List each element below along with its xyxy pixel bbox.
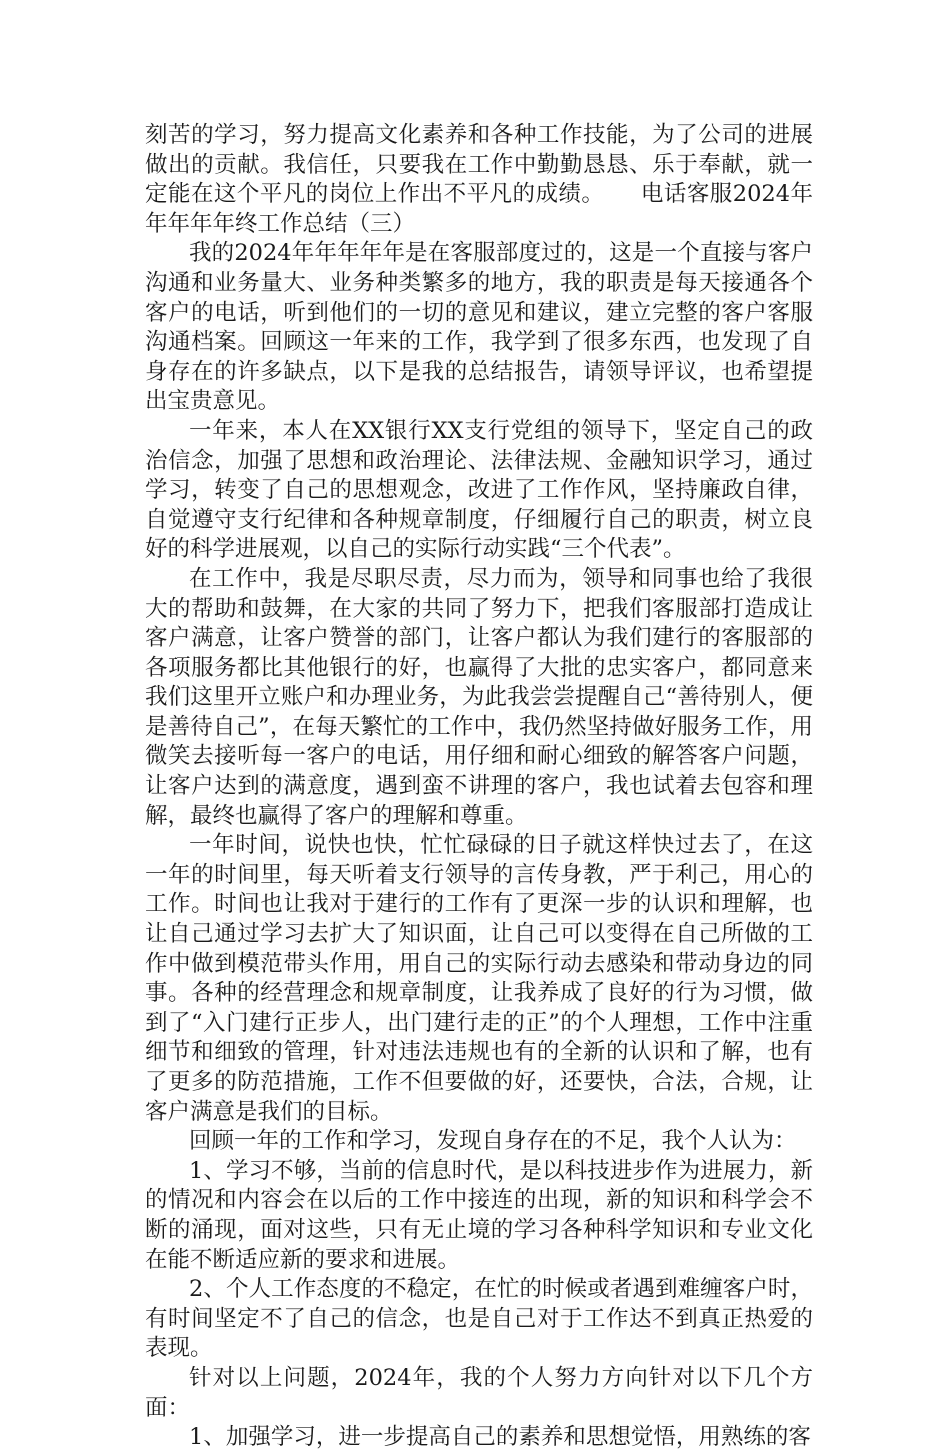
paragraph: 一年时间，说快也快，忙忙碌碌的日子就这样快过去了，在这一年的时间里，每天听着支行领导的言传身教，严于利己，用心的工作。时间也让我对于建行的工作有了更深一步的认识和理解，也让自己通过学习去扩大了知识面，让自己可以变得在自己所做的工作中做到模范带头作用，用自己的实际行动去感染和带动身边的同事。各种的经营理念和规章制度，让我养成了良好的行为习惯，做到了“入门建行正步人，出门建行走的正”的个人理想，工作中注重细节和细致的管理，针对违法违规也有的全新的认识和了解，也有了更多的防范措施，工作不但要做的好，还要快，合法，合规，让客户满意是我们的目标。 — [145, 832, 813, 1125]
list-item-paragraph: 1、加强学习，进一步提高自己的素养和思想觉悟，用熟练的客 — [189, 1424, 811, 1451]
paragraph: 回顾一年的工作和学习，发现自身存在的不足，我个人认为： — [189, 1128, 797, 1155]
section-title: 电话客服2024年年年年年终工作总结（三） — [145, 181, 813, 237]
paragraph: 我的2024年年年年年是在客服部度过的，这是一个直接与客户沟通和业务量大、业务种类繁多的地方，我的职责是每天接通各个客户的电话，听到他们的一切的意见和建议，建立完整的客户客服沟通档案。回顾这一年来的工作，我学到了很多东西，也发现了自身存在的许多缺点，以下是我的总结报告，请领导评议，也希望提出宝贵意见。 — [145, 240, 813, 415]
paragraph: 在工作中，我是尽职尽责，尽力而为，领导和同事也给了我很大的帮助和鼓舞，在大家的共同了努力下，把我们客服部打造成让客户满意，让客户赞誉的部门，让客户都认为我们建行的客服部的各项服务都比其他银行的好，也赢得了大批的忠实客户，都同意来我们这里开立账户和办理业务，为此我尝尝提醒自己“善待别人，便是善待自己”，在每天繁忙的工作中，我仍然坚持做好服务工作，用微笑去接听每一客户的电话，用仔细和耐心细致的解答客户问题，让客户达到的满意度，遇到蛮不讲理的客户，我也试着去包容和理解，最终也赢得了客户的理解和尊重。 — [145, 565, 813, 829]
paragraph: 针对以上问题，2024年，我的个人努力方向针对以下几个方面： — [145, 1364, 813, 1421]
paragraph: 一年来，本人在XX银行XX支行党组的领导下，坚定自己的政治信念，加强了思想和政治理论、法律法规、金融知识学习，通过学习，转变了自己的思想观念，改进了工作作风，坚持廉政自律，自觉遵守支行纪律和各种规章制度，仔细履行自己的职责，树立良好的科学进展观，以自己的实际行动实践“三个代表”。 — [145, 417, 813, 563]
document-body — [145, 121, 813, 1453]
paragraph — [145, 121, 813, 239]
paragraph-text: 刻苦的学习，努力提高文化素养和各种工作技能，为了公司的进展做出的贡献。我信任，只要我在工作中勤勤恳恳、乐于奉献，就一定能在这个平凡的岗位上作出不平凡的成绩。 — [145, 122, 813, 208]
list-item-paragraph: 1、学习不够，当前的信息时代，是以科技进步作为进展力，新的情况和内容会在以后的工作中接连的出现，新的知识和科学会不断的涌现，面对这些，只有无止境的学习各种科学知识和专业文化在能不断适应新的要求和进展。 — [145, 1157, 813, 1273]
list-item-paragraph: 2、个人工作态度的不稳定，在忙的时候或者遇到难缠客户时，有时间坚定不了自己的信念，也是自己对于工作达不到真正热爱的表现。 — [145, 1276, 813, 1362]
